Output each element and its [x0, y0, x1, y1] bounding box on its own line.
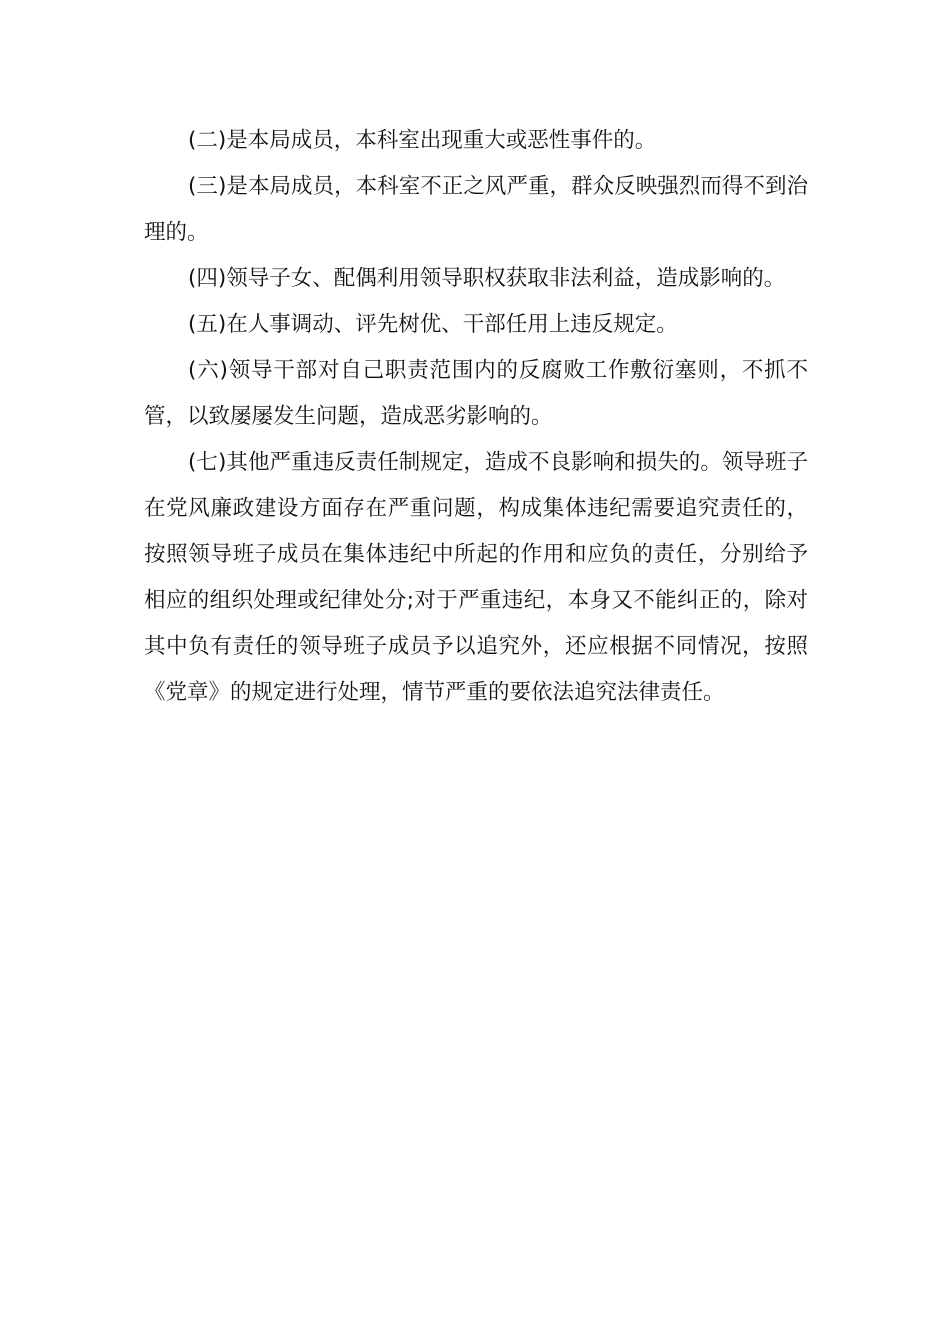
paragraph-item-7: (七)其他严重违反责任制规定，造成不良影响和损失的。领导班子在党风廉政建设方面存在严重问题，构成集体违纪需要追究责任的，按照领导班子成员在集体违纪中所起的作用和应负的责任，分别给予相应的组织处理或纪律处分;对于严重违纪，本身又不能纠正的，除对其中负有责任的领导班子成员予以追究外，还应根据不同情况，按照《党章》的规定进行处理，情节严重的要依法追究法律责任。 — [144, 450, 808, 705]
paragraph-item-3: (三)是本局成员，本科室不正之风严重，群众反映强烈而得不到治理的。 — [144, 174, 808, 245]
document-body — [144, 118, 808, 716]
paragraph-item-4: (四)领导子女、配偶利用领导职权获取非法利益，造成影响的。 — [188, 266, 786, 291]
paragraph-item-5: (五)在人事调动、评先树优、干部任用上违反规定。 — [188, 312, 678, 337]
paragraph-item-6: (六)领导干部对自己职责范围内的反腐败工作敷衍塞则，不抓不管，以致屡屡发生问题，造成恶劣影响的。 — [144, 358, 808, 429]
paragraph-item-2: (二)是本局成员，本科室出现重大或恶性事件的。 — [188, 128, 657, 153]
